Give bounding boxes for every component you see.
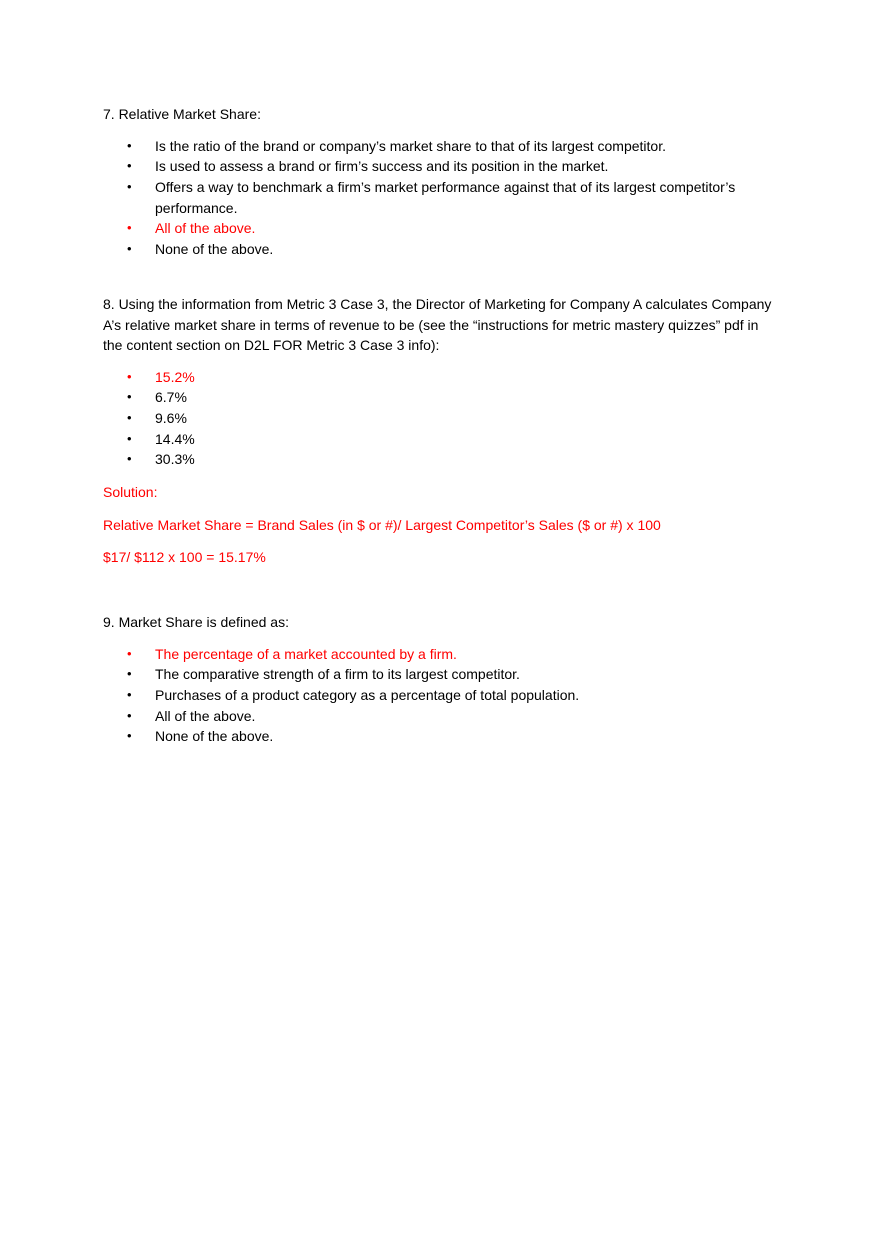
list-item [103,706,773,727]
bullet-icon: • [127,137,132,153]
question-text: 7. Relative Market Share: [103,106,261,122]
correct-answer-item [103,644,773,665]
option-label: 30.3% [155,451,195,468]
bullet-icon: • [127,158,132,174]
option-label: All of the above. [155,220,256,237]
list-item [103,726,773,747]
list-item [103,239,773,260]
option-label: 6.7% [155,389,187,406]
option-label: Offers a way to benchmark a firm’s market performance against that of its largest competitor’s performance. [155,178,736,216]
bullet-icon: • [127,241,132,257]
list-item [103,664,773,685]
option-list [103,367,773,471]
solution-calculation: $17/ $112 x 100 = 15.17% [103,549,266,566]
correct-answer-item [103,218,773,239]
bullet-icon: • [127,707,132,723]
bullet-icon: • [127,686,132,702]
bullet-icon: • [127,178,132,194]
option-label: Purchases of a product category as a percentage of total population. [155,686,580,703]
option-label: 15.2% [155,368,195,385]
list-item [103,429,773,450]
bullet-icon: • [127,666,132,682]
list-item [103,136,773,157]
bullet-icon: • [127,368,132,384]
solution-formula: Relative Market Share = Brand Sales (in $ or #)/ Largest Competitor’s Sales ($ or #) x 100 [103,516,661,533]
option-label: 9.6% [155,409,187,426]
list-item [103,156,773,177]
question-9 [103,612,773,747]
option-label: Is the ratio of the brand or company’s market share to that of its largest competitor. [155,137,666,154]
question-text: 8. Using the information from Metric 3 Case 3, the Director of Marketing for Company A calculates Company A’s relative market share in terms of revenue to be (see the “instructions for metric mastery quizzes” pdf in the content section on D2L FOR Metric 3 Case 3 info): [103,296,772,353]
bullet-icon: • [127,451,132,467]
option-label: None of the above. [155,728,274,745]
option-list [103,644,773,748]
question-text: 9. Market Share is defined as: [103,614,289,630]
bullet-icon: • [127,409,132,425]
solution-block [103,482,773,568]
list-item [103,408,773,429]
list-item [103,387,773,408]
bullet-icon: • [127,220,132,236]
question-7 [103,104,773,260]
list-item [103,685,773,706]
option-list [103,136,773,260]
list-item [103,177,773,218]
option-label: All of the above. [155,707,256,724]
bullet-icon: • [127,430,132,446]
option-label: Is used to assess a brand or firm’s success and its position in the market. [155,158,609,175]
list-item [103,449,773,470]
bullet-icon: • [127,645,132,661]
option-label: The comparative strength of a firm to its largest competitor. [155,666,520,683]
option-label: The percentage of a market accounted by a firm. [155,645,457,662]
question-8 [103,294,773,580]
bullet-icon: • [127,389,132,405]
option-label: 14.4% [155,430,195,447]
solution-heading: Solution: [103,484,158,501]
option-label: None of the above. [155,241,274,258]
correct-answer-item [103,367,773,388]
bullet-icon: • [127,728,132,744]
